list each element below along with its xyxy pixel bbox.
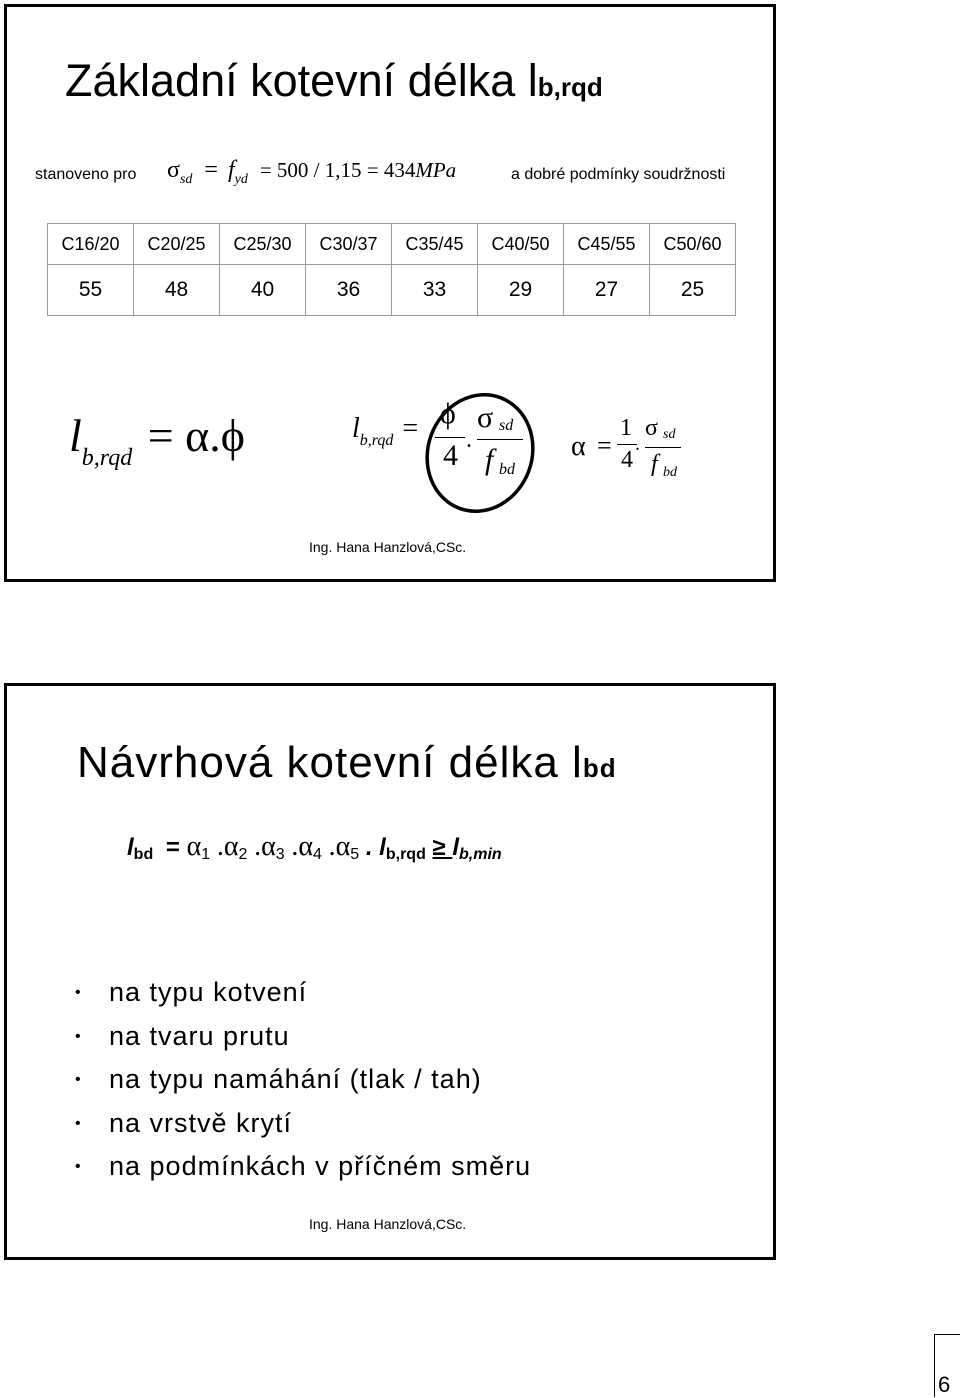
grade-value-cell: 27: [564, 265, 650, 316]
fraction-bar: [645, 447, 681, 448]
bullet-icon: •: [75, 1071, 82, 1088]
equals-sign: =: [165, 834, 187, 861]
l-symbol: l: [69, 410, 82, 461]
list-item: [75, 1015, 531, 1059]
equals-sign: =: [597, 431, 612, 460]
list-item: [75, 971, 531, 1015]
grade-value-cell: 36: [306, 265, 392, 316]
alpha-1: α: [186, 831, 202, 862]
slide2-title-subscript: bd: [582, 753, 617, 783]
dot-operator: .: [466, 427, 472, 453]
slide1-title-main: Základní kotevní délka l: [65, 55, 538, 106]
dot-operator: .: [635, 433, 640, 455]
phi-numerator: ϕ: [440, 397, 456, 430]
l-bmin-subscript: b,min: [459, 846, 502, 863]
sigma-numerator: σ: [645, 415, 658, 441]
bullet-icon: •: [75, 1114, 82, 1132]
grade-header-cell: C30/37: [306, 224, 392, 265]
l-bmin-symbol: l: [452, 834, 460, 861]
alpha-3-subscript: 3: [275, 846, 285, 863]
f-denominator: f: [651, 451, 658, 477]
f-subscript: bd: [499, 461, 515, 478]
alpha-5-subscript: 5: [350, 846, 360, 863]
grade-value-cell: 48: [134, 265, 220, 316]
equals-sign: =: [204, 157, 218, 183]
one-numerator: 1: [620, 415, 632, 441]
slide2-footer: Ing. Hana Hanzlová,CSc.: [309, 1216, 467, 1232]
geq-sign: ≥: [432, 834, 453, 861]
l-subscript: bd: [133, 846, 154, 863]
slide-design-anchorage-length: [4, 683, 776, 1260]
alpha-4-subscript: 4: [313, 846, 322, 863]
slide-basic-anchorage-length: [4, 4, 776, 582]
grade-value-cell: 29: [478, 265, 564, 316]
slide1-footer: Ing. Hana Hanzlová,CSc.: [309, 539, 467, 555]
grade-value-cell: 33: [392, 265, 478, 316]
f-subscript: yd: [234, 172, 248, 187]
alpha-symbol: α: [571, 431, 586, 462]
list-item: [75, 1058, 531, 1102]
list-item: [75, 1102, 531, 1146]
grade-value-cell: 40: [220, 265, 306, 316]
grade-header-cell: C16/20: [48, 224, 134, 265]
list-item-label: na typu namáhání (tlak / tah): [109, 1064, 482, 1094]
grade-value-cell: 25: [650, 265, 736, 316]
list-item-label: na typu kotvení: [109, 977, 308, 1007]
highlight-ellipse: [7, 7, 773, 579]
bullet-icon: •: [75, 1027, 82, 1045]
four-denominator: 4: [621, 447, 633, 473]
alpha-phi-rhs: = α.ϕ: [147, 410, 245, 461]
slide1-title-subscript: b,rqd: [537, 72, 603, 102]
grade-header-cell: C35/45: [392, 224, 478, 265]
grade-value-cell: 55: [48, 265, 134, 316]
sigma-numerator: σ: [477, 401, 494, 434]
f-subscript: bd: [663, 465, 677, 480]
grade-header-cell: C25/30: [220, 224, 306, 265]
sigma-subscript: sd: [179, 172, 193, 187]
slide2-title-main: Návrhová kotevní délka l: [77, 738, 583, 787]
sigma-subscript: sd: [663, 427, 676, 442]
alpha-5: .α: [328, 831, 351, 862]
alpha-2-subscript: 2: [238, 846, 248, 863]
grade-header-cell: C45/55: [564, 224, 650, 265]
stress-value: = 500 / 1,15 = 434: [259, 158, 416, 182]
f-symbol: f: [227, 157, 235, 183]
l-symbol: l: [127, 834, 134, 861]
factor-list: [75, 971, 531, 1189]
list-item-label: na vrstvě krytí: [109, 1107, 293, 1138]
slide2-title: [77, 738, 617, 788]
alpha-1-subscript: 1: [201, 846, 211, 863]
list-item-label: na podmínkách v příčném směru: [109, 1151, 532, 1181]
l-subscript: b,rqd: [81, 445, 133, 471]
four-denominator: 4: [443, 439, 458, 472]
list-item: [75, 1145, 531, 1189]
sigma-symbol: σ: [167, 157, 180, 183]
grade-header-cell: C20/25: [134, 224, 220, 265]
condition-text: a dobré podmínky soudržnosti: [511, 166, 726, 183]
grade-header-cell: C50/60: [650, 224, 736, 265]
equals-sign: =: [402, 413, 419, 444]
bullet-icon: •: [75, 1158, 82, 1175]
intro-label: stanoveno pro: [35, 166, 137, 183]
alpha-2: .α: [216, 831, 239, 862]
bullet-icon: •: [75, 984, 82, 1001]
fraction-bar: [617, 444, 637, 445]
design-length-formula: [127, 831, 502, 864]
l-symbol: l: [352, 413, 360, 444]
page-number: 6: [938, 1372, 951, 1397]
l-brqd-symbol: . l: [365, 834, 386, 861]
l-subscript: b,rqd: [359, 432, 394, 449]
stress-unit: MPa: [415, 158, 457, 182]
alpha-4: .α: [291, 831, 313, 862]
list-item-label: na tvaru prutu: [109, 1020, 290, 1051]
alpha-3: .α: [254, 831, 276, 862]
f-denominator: f: [485, 443, 494, 476]
grade-header-cell: C40/50: [478, 224, 564, 265]
l-brqd-subscript: b,rqd: [385, 846, 426, 863]
sigma-subscript: sd: [499, 417, 514, 434]
